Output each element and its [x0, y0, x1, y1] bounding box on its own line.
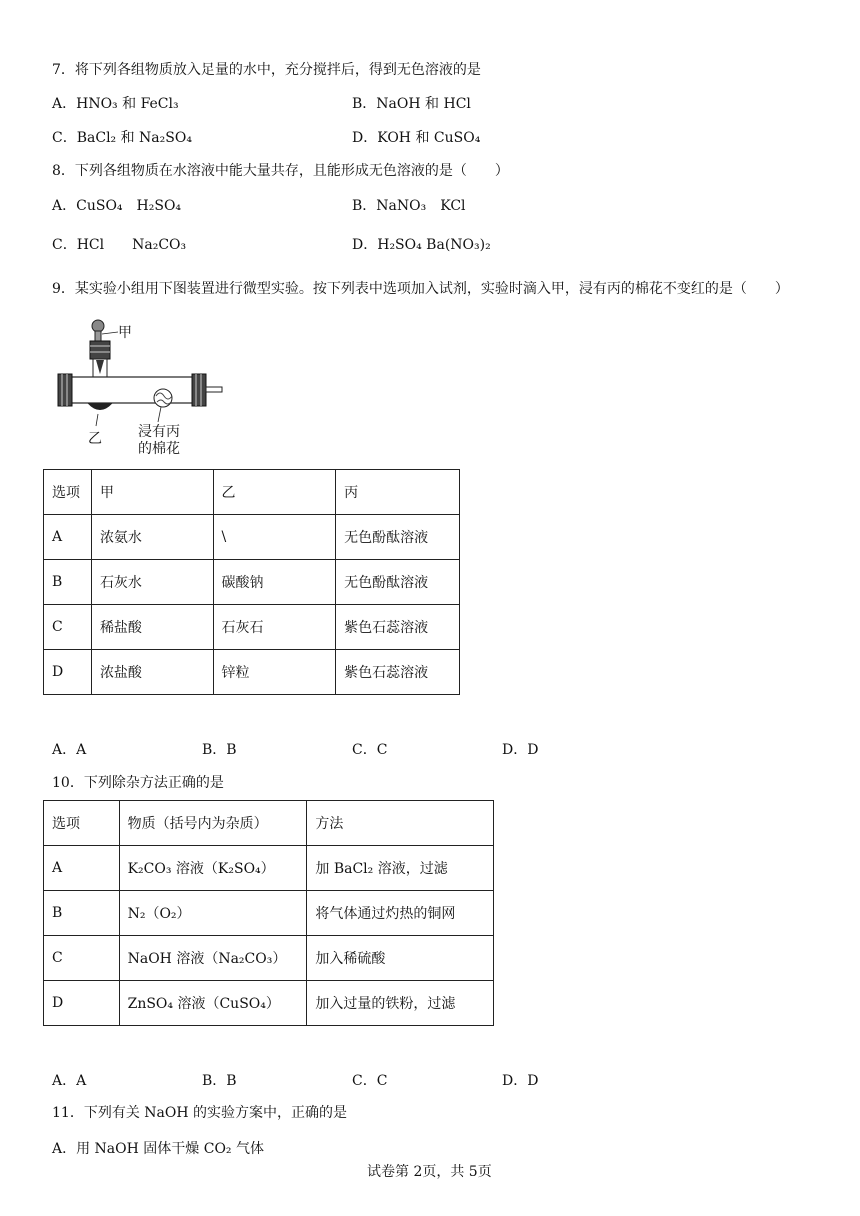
q7-option-d	[352, 129, 480, 147]
q7-option-b	[352, 95, 471, 113]
table-cell: ZnSO₄ 溶液（CuSO₄）	[119, 981, 307, 1026]
label-jia: 甲	[118, 325, 132, 341]
option-label: B．	[352, 96, 377, 112]
q9-stem: 9．某实验小组用下图装置进行微型实验。按下列表中选项加入试剂，实验时滴入甲，浸有丙的棉花不变红的是（ ）	[52, 281, 789, 297]
table-cell: 稀盐酸	[91, 605, 213, 650]
option-label: C．	[52, 130, 77, 146]
table-cell: A	[44, 515, 92, 560]
option-label: A．	[52, 96, 77, 112]
q8-option-c	[52, 236, 186, 254]
table-cell: N₂（O₂）	[119, 891, 307, 936]
q9-option-d: D．D	[502, 742, 539, 758]
q10-option-b: B．B	[202, 1073, 237, 1089]
table-cell: 紫色石蕊溶液	[336, 605, 460, 650]
reagent-yi-icon	[88, 403, 112, 410]
table-row	[44, 605, 460, 650]
q7-option-c	[52, 129, 192, 147]
table-cell: B	[44, 560, 92, 605]
label-yi: 乙	[88, 431, 102, 447]
header-cell: 乙	[213, 470, 336, 515]
option-text: BaCl₂ 和 Na₂SO₄	[76, 130, 192, 146]
q8-option-b	[352, 197, 466, 215]
table-cell: K₂CO₃ 溶液（K₂SO₄）	[119, 846, 307, 891]
cotton-icon	[154, 389, 172, 407]
page-footer: 试卷第 2页，共 5页	[367, 1164, 492, 1180]
q9-option-a: A．A	[52, 742, 87, 758]
table-row	[44, 981, 494, 1026]
q8-option-d	[352, 236, 491, 254]
table-row	[44, 515, 460, 560]
option-text: H₂SO₄ Ba(NO₃)₂	[377, 237, 491, 253]
glass-tube-icon	[68, 377, 198, 403]
table-row	[44, 846, 494, 891]
label-cotton-line1: 浸有丙	[138, 424, 180, 440]
header-cell: 丙	[336, 470, 460, 515]
stopper-icon	[90, 341, 110, 359]
option-text: KOH 和 CuSO₄	[377, 130, 481, 146]
table-cell: 石灰石	[213, 605, 336, 650]
option-text: HCl Na₂CO₃	[76, 237, 187, 253]
table-cell: 浓盐酸	[91, 650, 213, 695]
q9-option-b: B．B	[202, 742, 237, 758]
q10-option-d: D．D	[502, 1073, 539, 1089]
label-cotton	[138, 424, 180, 458]
q8-stem: 8．下列各组物质在水溶液中能大量共存，且能形成无色溶液的是（ ）	[52, 163, 509, 179]
table-cell: B	[44, 891, 120, 936]
header-cell: 甲	[91, 470, 213, 515]
table-row	[44, 936, 494, 981]
option-label: A．	[52, 198, 77, 214]
q10-stem: 10．下列除杂方法正确的是	[52, 775, 224, 791]
table-cell: NaOH 溶液（Na₂CO₃）	[119, 936, 307, 981]
option-text: NaNO₃ KCl	[376, 198, 466, 214]
q11-stem: 11．下列有关 NaOH 的实验方案中，正确的是	[52, 1105, 347, 1121]
header-cell: 物质（括号内为杂质）	[119, 801, 307, 846]
left-stopper-icon	[58, 374, 72, 406]
table-cell: 石灰水	[91, 560, 213, 605]
table-cell: 紫色石蕊溶液	[336, 650, 460, 695]
q10-option-c: C．C	[352, 1073, 388, 1089]
dropper-bulb-icon	[92, 320, 104, 332]
table-cell: \	[213, 515, 336, 560]
option-label: B．	[352, 198, 377, 214]
table-cell: 无色酚酞溶液	[336, 560, 460, 605]
dropper-stem-icon	[95, 331, 101, 341]
table-cell: 锌粒	[213, 650, 336, 695]
table-cell: 加入稀硫酸	[307, 936, 494, 981]
table-cell: 无色酚酞溶液	[336, 515, 460, 560]
outlet-tube-icon	[206, 387, 222, 392]
option-label: D．	[352, 130, 378, 146]
option-text: HNO₃ 和 FeCl₃	[76, 96, 179, 112]
table-cell: 碳酸钠	[213, 560, 336, 605]
q9-table	[43, 469, 460, 695]
q10-option-a: A．A	[52, 1073, 87, 1089]
right-stopper-icon	[192, 374, 206, 406]
table-cell: 浓氨水	[91, 515, 213, 560]
table-cell: 加 BaCl₂ 溶液，过滤	[307, 846, 494, 891]
option-text: CuSO₄ H₂SO₄	[76, 198, 182, 214]
table-cell: D	[44, 650, 92, 695]
q7-option-a	[52, 95, 179, 113]
table-cell: 将气体通过灼热的铜网	[307, 891, 494, 936]
option-label: D．	[352, 237, 378, 253]
q10-table	[43, 800, 494, 1026]
table-cell: 加入过量的铁粉，过滤	[307, 981, 494, 1026]
q9-option-c: C．C	[352, 742, 388, 758]
header-cell: 方法	[307, 801, 494, 846]
header-cell: 选项	[44, 801, 120, 846]
table-row	[44, 560, 460, 605]
option-text: NaOH 和 HCl	[376, 96, 471, 112]
q11-option-a: A．用 NaOH 固体干燥 CO₂ 气体	[52, 1141, 264, 1157]
header-cell: 选项	[44, 470, 92, 515]
table-header-row	[44, 801, 494, 846]
table-header-row	[44, 470, 460, 515]
table-cell: D	[44, 981, 120, 1026]
q8-option-a	[52, 197, 181, 215]
table-row	[44, 650, 460, 695]
table-row	[44, 891, 494, 936]
option-label: C．	[52, 237, 77, 253]
table-cell: A	[44, 846, 120, 891]
label-cotton-line2: 的棉花	[138, 441, 180, 457]
table-cell: C	[44, 605, 92, 650]
table-cell: C	[44, 936, 120, 981]
q7-stem: 7．将下列各组物质放入足量的水中，充分搅拌后，得到无色溶液的是	[52, 62, 481, 78]
